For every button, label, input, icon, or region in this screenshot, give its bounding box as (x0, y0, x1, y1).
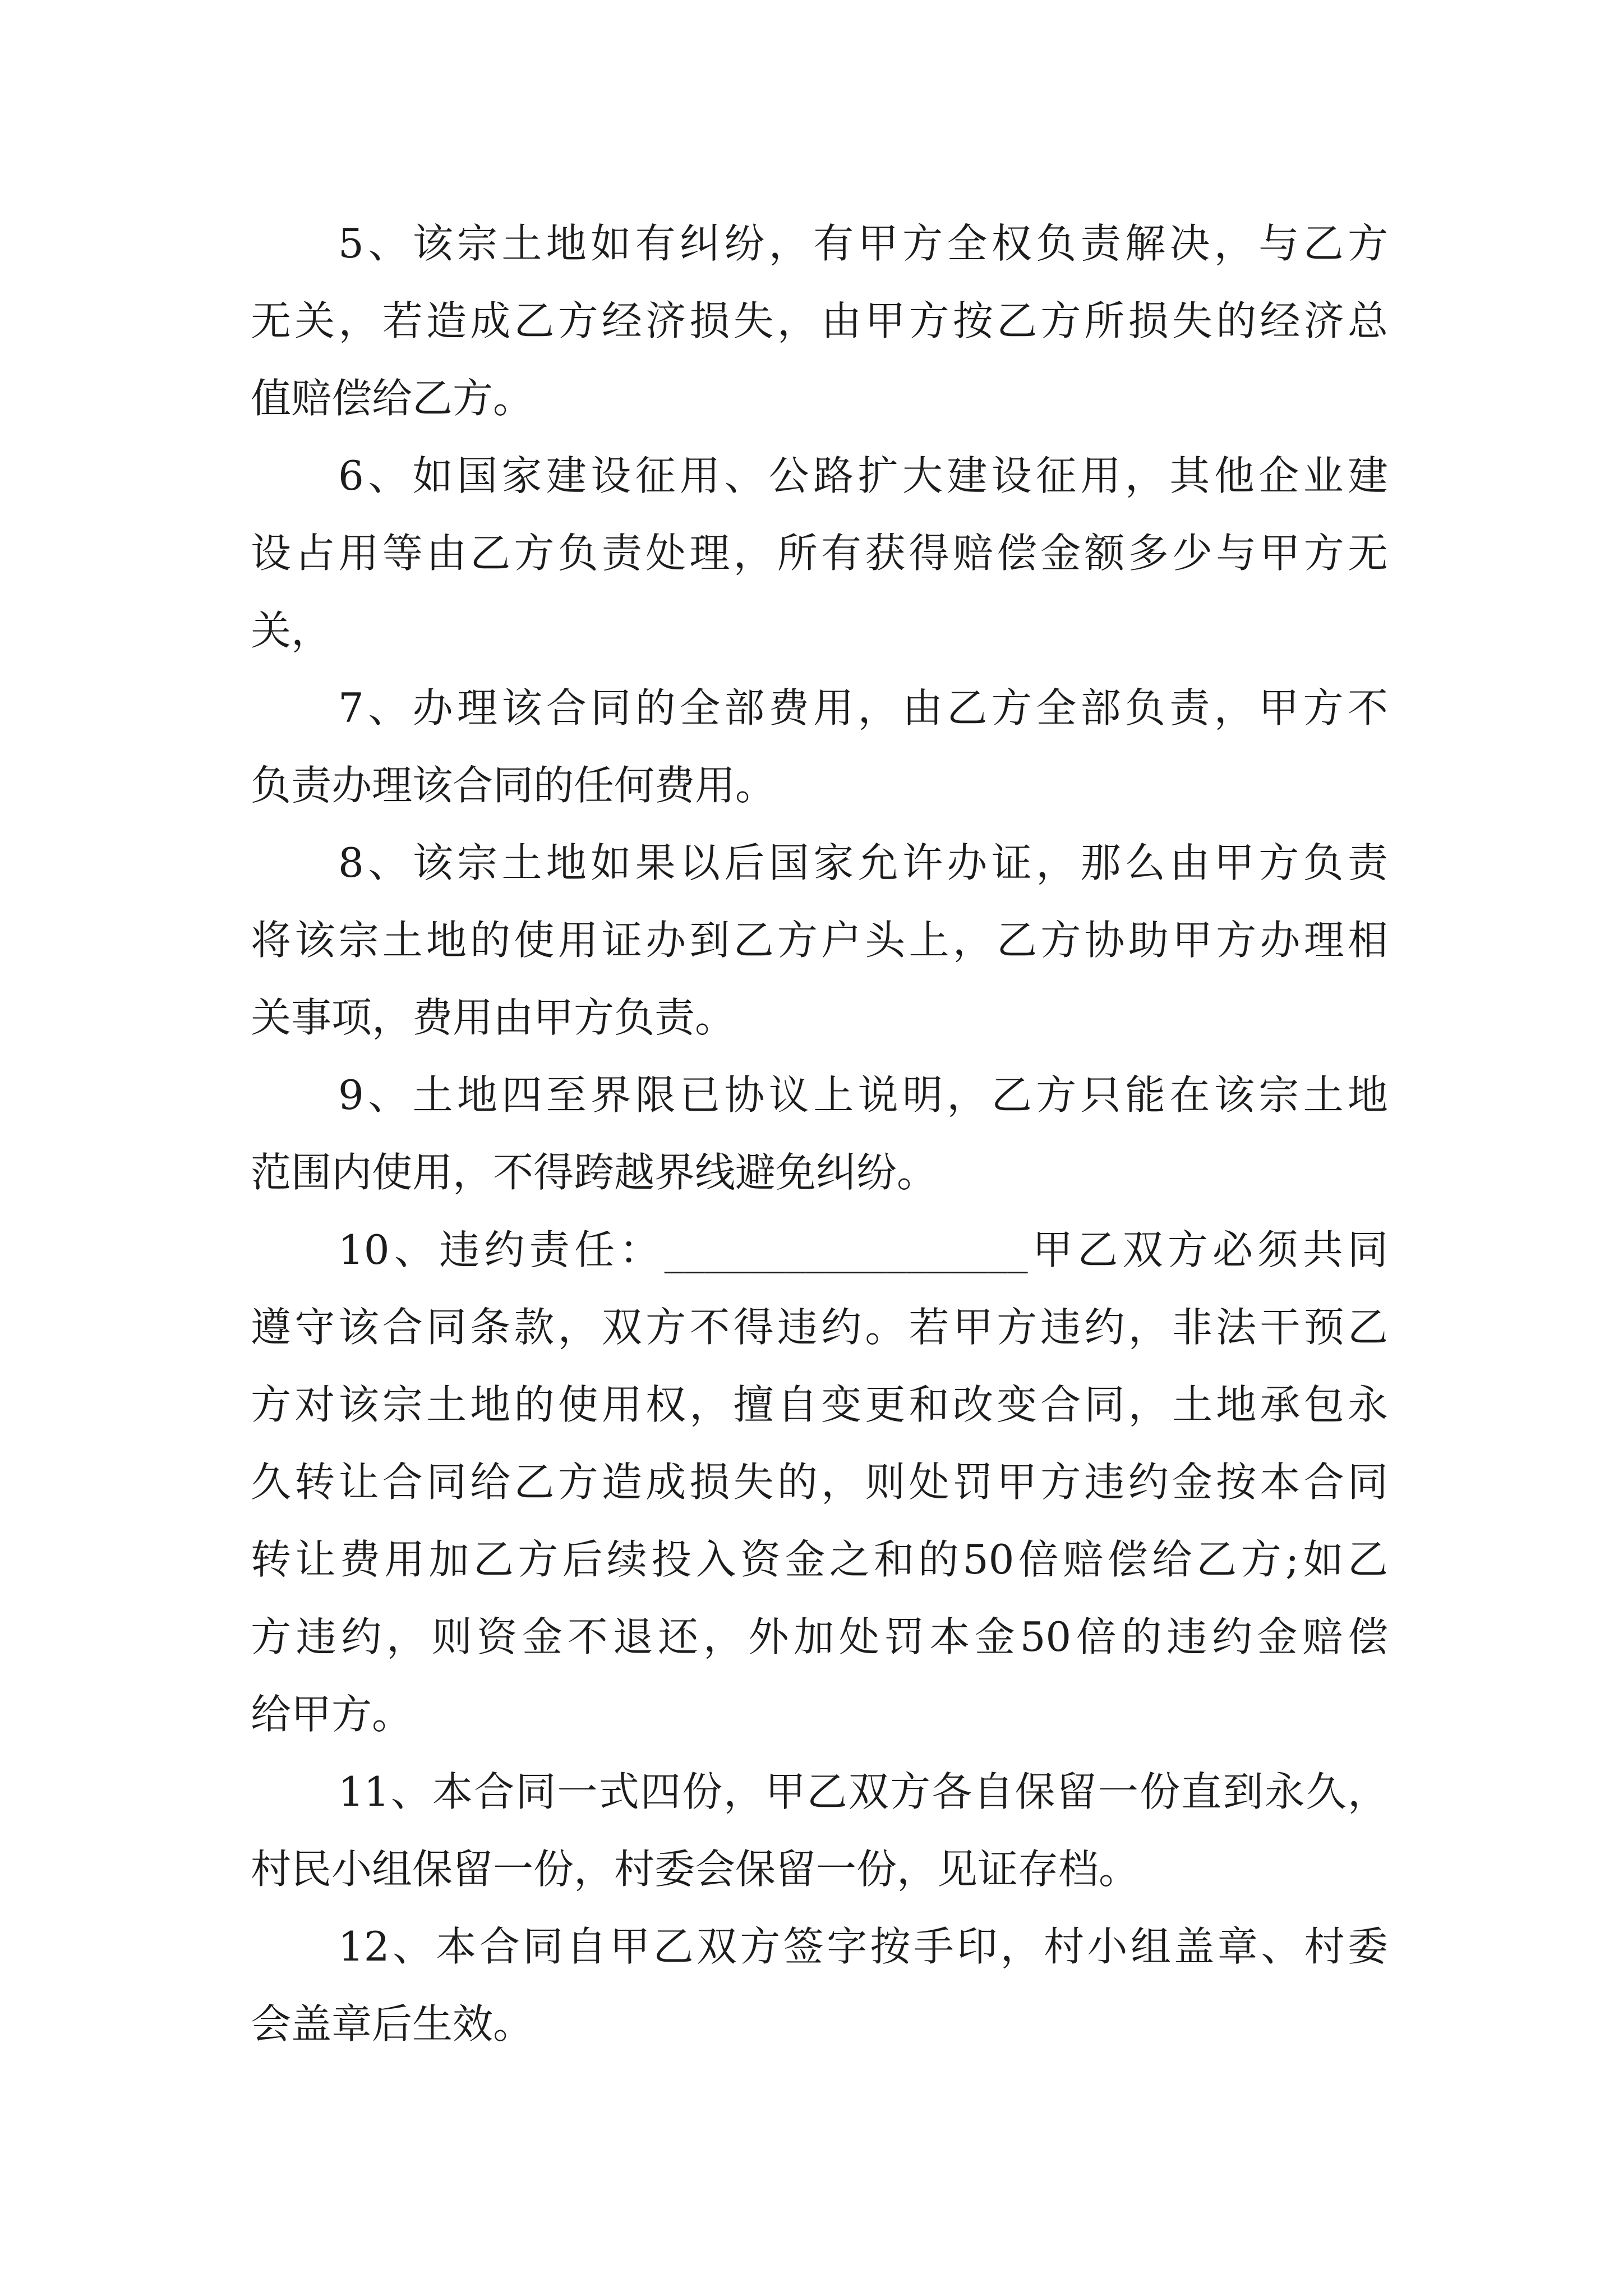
text-line: 将该宗土地的使用证办到乙方户头上，乙方协助甲方办理相 (251, 917, 1388, 964)
text-line: 无关，若造成乙方经济损失，由甲方按乙方所损失的经济总 (251, 297, 1388, 344)
text-line: 8、该宗土地如果以后国家允许办证，那么由甲方负责 (338, 839, 1388, 886)
clause-10-breach-liability (251, 1211, 1388, 1753)
text-line: 范围内使用，不得跨越界线避免纠纷。 (251, 1149, 938, 1196)
text-line: 9、土地四至界限已协议上说明，乙方只能在该宗土地 (338, 1071, 1388, 1119)
text-line: 转让费用加乙方后续投入资金之和的50倍赔偿给乙方;如乙 (251, 1536, 1388, 1583)
clause-9 (251, 1056, 1388, 1211)
clause-5 (251, 205, 1388, 437)
text-line: 负责办理该合同的任何费用。 (251, 762, 776, 809)
text-line: 值赔偿给乙方。 (251, 375, 534, 422)
text-line: 7、办理该合同的全部费用，由乙方全部负责，甲方不 (338, 684, 1388, 731)
text-line: 关事项，费用由甲方负责。 (251, 994, 736, 1041)
text-line: 6、如国家建设征用、公路扩大建设征用，其他企业建 (338, 452, 1388, 499)
text-line: 方违约，则资金不退还，外加处罚本金50倍的违约金赔偿 (251, 1613, 1388, 1660)
clause-12 (251, 1908, 1388, 2063)
clause-7 (251, 669, 1388, 824)
text-line: 村民小组保留一份，村委会保留一份，见证存档。 (251, 1846, 1140, 1893)
text-line: 设占用等由乙方负责处理，所有获得赔偿金额多少与甲方无 (251, 530, 1388, 577)
clause-11 (251, 1753, 1388, 1908)
text-line: 久转让合同给乙方造成损失的，则处罚甲方违约金按本合同 (251, 1458, 1388, 1506)
text-line: 11、本合同一式四份，甲乙双方各自保留一份直到永久， (338, 1768, 1388, 1815)
clause-8 (251, 824, 1388, 1056)
contract-clauses (251, 205, 1388, 2063)
text-line: 10、违约责任：__________________甲乙双方必须共同 (338, 1226, 1388, 1273)
text-line: 会盖章后生效。 (251, 2000, 534, 2047)
clause-6 (251, 437, 1388, 669)
text-line: 5、该宗土地如有纠纷，有甲方全权负责解决，与乙方 (338, 220, 1388, 267)
text-line: 关， (251, 607, 332, 654)
text-line: 遵守该合同条款，双方不得违约。若甲方违约，非法干预乙 (251, 1304, 1388, 1351)
text-line: 方对该宗土地的使用权，擅自变更和改变合同，土地承包永 (251, 1381, 1388, 1428)
text-line: 12、本合同自甲乙双方签字按手印，村小组盖章、村委 (338, 1923, 1388, 1970)
text-line: 给甲方。 (251, 1691, 413, 1738)
